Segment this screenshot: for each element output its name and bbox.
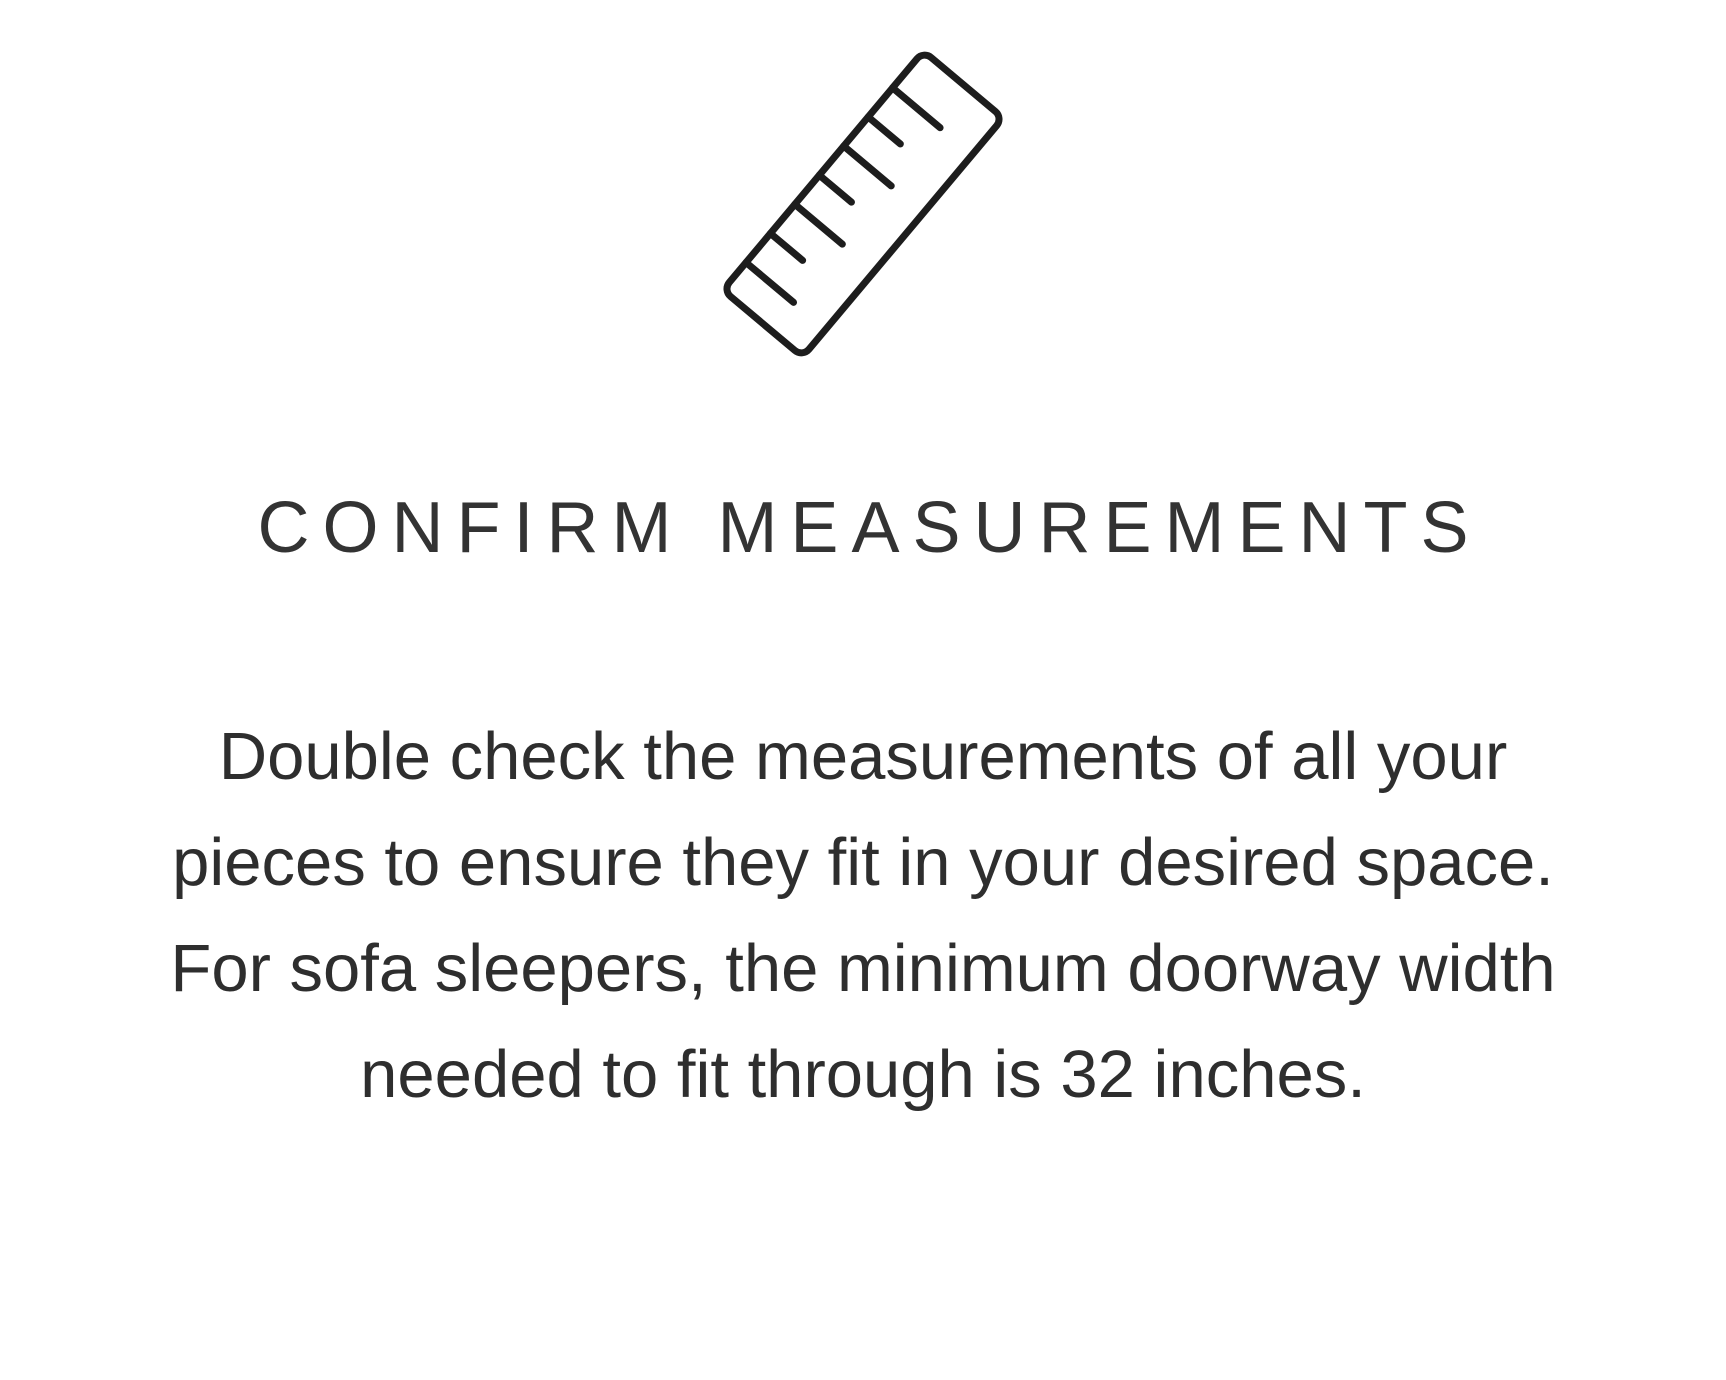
ruler-icon (0, 34, 1726, 374)
page-title: CONFIRM MEASUREMENTS (257, 488, 1482, 568)
description-text: Double check the measurements of all your pieces to ensure they fit in your desired space. For sofa sleepers, the minimum doorway width needed to fit through is 32 inches. (170, 719, 1556, 1112)
